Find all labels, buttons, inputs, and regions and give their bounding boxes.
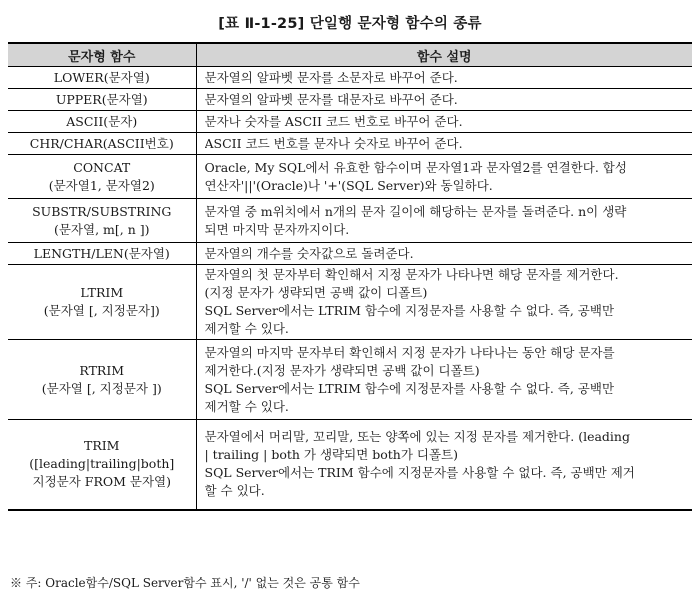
table-body (8, 67, 692, 510)
description-line: 문자열의 알파벳 문자를 소문자로 바꾸어 준다. (204, 69, 458, 85)
function-line: (문자열1, 문자열2) (48, 177, 155, 193)
description-line: 문자열에서 머리말, 꼬리말, 또는 양쪽에 있는 지정 문자를 제거한다. (leading (204, 429, 630, 445)
table-row (8, 89, 692, 111)
function-line: CHR/CHAR(ASCII번호) (29, 135, 174, 151)
description-cell (196, 199, 692, 243)
function-cell (8, 67, 196, 89)
description-line: 제거할 수 있다. (204, 398, 289, 414)
description-line: | trailing | both 가 생략되면 both가 디폴트) (204, 447, 458, 463)
header-description: 함수 설명 (196, 43, 692, 67)
table-row (8, 420, 692, 510)
function-line: (문자열 [, 지정문자]) (43, 303, 160, 318)
description-line: 문자나 숫자를 ASCII 코드 번호로 바꾸어 준다. (204, 113, 463, 129)
description-cell (196, 243, 692, 265)
function-line: CONCAT (73, 159, 131, 175)
description-cell (196, 340, 692, 420)
table-row (8, 340, 692, 420)
description-line: 문자열의 마지막 문자부터 확인해서 지정 문자가 나타나는 동안 해당 문자를 (204, 344, 615, 360)
function-line: UPPER(문자열) (55, 91, 148, 107)
description-line: SQL Server에서는 LTRIM 함수에 지정문자를 사용할 수 없다. 즉, 공백만 (204, 380, 615, 396)
string-functions-table (8, 42, 692, 511)
function-line: SUBSTR/SUBSTRING (32, 203, 172, 219)
description-line: SQL Server에서는 TRIM 함수에 지정문자를 사용할 수 없다. 즉, 공백만 제거 (204, 465, 635, 481)
table-row (8, 265, 692, 340)
description-cell (196, 420, 692, 510)
function-line: LTRIM (80, 285, 124, 300)
function-line: (문자열, m[, n ]) (53, 221, 150, 237)
description-line: 되면 마지막 문자까지이다. (204, 221, 350, 237)
description-line: 문자열의 첫 문자부터 확인해서 지정 문자가 나타나면 해당 문자를 제거한다. (204, 267, 619, 282)
function-line: LENGTH/LEN(문자열) (33, 245, 170, 261)
function-cell (8, 340, 196, 420)
description-line: 제거할 수 있다. (204, 321, 289, 336)
function-cell (8, 199, 196, 243)
description-line: ASCII 코드 번호를 문자나 숫자로 바꾸어 준다. (204, 135, 463, 151)
function-line: RTRIM (79, 362, 125, 378)
function-cell (8, 111, 196, 133)
function-cell (8, 155, 196, 199)
function-cell (8, 133, 196, 155)
table-row (8, 199, 692, 243)
table-row (8, 133, 692, 155)
description-line: SQL Server에서는 LTRIM 함수에 지정문자를 사용할 수 없다. 즉, 공백만 (204, 303, 615, 318)
table-row (8, 111, 692, 133)
function-cell (8, 420, 196, 510)
description-line: 문자열의 개수를 숫자값으로 돌려준다. (204, 245, 414, 261)
table-row (8, 67, 692, 89)
description-cell (196, 133, 692, 155)
function-line: ASCII(문자) (66, 113, 138, 129)
description-cell (196, 111, 692, 133)
table-row (8, 155, 692, 199)
function-cell (8, 243, 196, 265)
function-line: (문자열 [, 지정문자 ]) (41, 380, 162, 396)
description-line: 문자열의 알파벳 문자를 대문자로 바꾸어 준다. (204, 91, 458, 107)
function-line: LOWER(문자열) (53, 69, 150, 85)
footnote: ※ 주: Oracle함수/SQL Server함수 표시, '/' 없는 것은 공통 함수 (10, 576, 360, 590)
description-cell (196, 67, 692, 89)
description-line: 연산자'||'(Oracle)나 '+'(SQL Server)와 동일하다. (204, 177, 493, 193)
table-title: [표 Ⅱ-1-25] 단일행 문자형 함수의 종류 (218, 16, 482, 32)
description-cell (196, 89, 692, 111)
description-line: 제거한다.(지정 문자가 생략되면 공백 값이 디폴트) (204, 362, 480, 378)
function-line: ([leading|trailing|both] (29, 456, 175, 472)
function-line: TRIM (84, 438, 120, 454)
function-cell (8, 265, 196, 340)
description-cell (196, 155, 692, 199)
table-row (8, 243, 692, 265)
header-function: 문자형 함수 (8, 43, 196, 67)
description-line: 할 수 있다. (204, 483, 265, 499)
description-cell (196, 265, 692, 340)
table-header-row (8, 43, 692, 67)
description-line: (지정 문자가 생략되면 공백 값이 디폴트) (204, 285, 428, 300)
description-line: Oracle, My SQL에서 유효한 함수이며 문자열1과 문자열2를 연결한다. 합성 (204, 159, 627, 175)
function-cell (8, 89, 196, 111)
description-line: 문자열 중 m위치에서 n개의 문자 길이에 해당하는 문자를 돌려준다. n이 생략 (204, 203, 627, 219)
function-line: 지정문자 FROM 문자열) (32, 474, 171, 490)
